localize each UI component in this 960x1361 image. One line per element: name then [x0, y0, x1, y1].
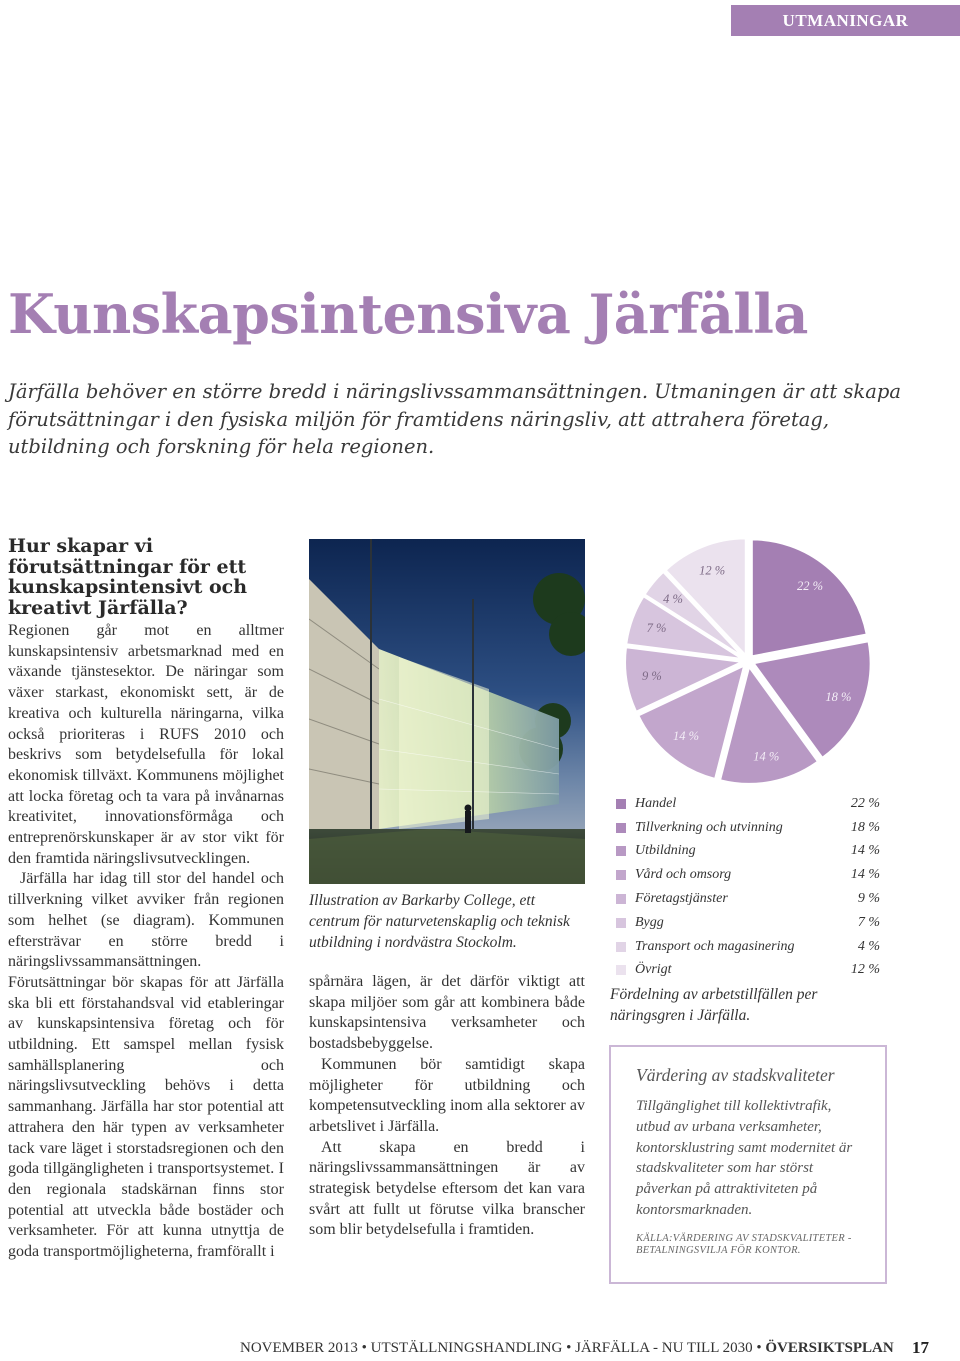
legend-name-6: Transport och magasinering [635, 938, 795, 954]
body-paragraph-5: Att skapa en bredd i näringslivssammansättningen är av strategisk betydelse eftersom det kan vara svårt att fullt ut förutse vilka branscher som blir betydelsefulla i framtiden. [309, 1138, 585, 1239]
body-paragraph-2: Järfälla har idag till stor del handel och tillverkning vilket avviker från regionen som helhet (se diagram). Kommunen eftersträvar en större bredd i näringslivssammansättningen. Förutsättningar bör skapas för att Järfälla ska bli ett förstahandsval vid etableringar av kunskapsintensiva företag och för utbildning. Ett samspel mellan fysisk samhällsplanering och näringslivsutveckling behövs i detta sammanhang. Järfälla har stor potential att attrahera den här typen av verksamheter tack vare läget i storstadsregionen och den goda tillgängligheten i transportsystemet. I den regionala stadskärnan finns stor potential att utveckla både bostäder och verksamheter. För att kunna utnyttja de goda transportmöjligheterna, framförallt i [8, 870, 284, 1261]
legend-swatch-4 [616, 894, 626, 904]
pie-slice-label-4: 9 % [642, 669, 662, 684]
pie-slice-label-1: 18 % [825, 689, 852, 704]
legend-row-0 [616, 792, 880, 816]
legend-row-4 [616, 887, 880, 911]
footer-bold-text: ÖVERSIKTSPLAN [761, 1340, 894, 1356]
pie-slice-label-3: 14 % [672, 728, 700, 743]
legend-name-7: Övrigt [635, 962, 672, 978]
text-column-2 [309, 972, 585, 1241]
legend-value-4: 9 % [857, 891, 880, 907]
legend-name-1: Tillverkning och utvinning [635, 819, 783, 835]
footer-text: NOVEMBER 2013 • UTSTÄLLNINGSHANDLING • JÄRFÄLLA - NU TILL 2030 • [240, 1340, 762, 1356]
legend-name-5: Bygg [635, 914, 664, 930]
legend-value-2: 14 % [850, 843, 880, 859]
pie-slice-0 [752, 539, 867, 656]
legend-row-2 [616, 840, 880, 864]
legend-value-5: 7 % [857, 914, 880, 930]
legend-value-1: 18 % [850, 819, 880, 835]
legend-row-5 [616, 911, 880, 935]
body-paragraph-3: spårnära lägen, är det därför viktigt att skapa miljöer som går att kombinera både kunskapsintensiva verksamheter och bostadsbebyggelse. [309, 973, 585, 1053]
employment-pie-chart [610, 536, 886, 786]
legend-row-7 [616, 959, 880, 983]
legend-name-3: Vård och omsorg [635, 867, 732, 883]
pie-slice-label-6: 4 % [663, 592, 683, 607]
column-heading: Hur skapar vi förutsättningar för ett kunskapsintensivt och kreativt Järfälla? [8, 535, 248, 619]
barkarby-college-illustration [309, 539, 585, 884]
legend-swatch-0 [616, 799, 626, 809]
page-title: Kunskapsintensiva Järfälla [8, 282, 808, 346]
legend-name-0: Handel [635, 795, 677, 811]
legend-value-3: 14 % [850, 867, 880, 883]
legend-value-6: 4 % [857, 938, 880, 954]
pie-slice-label-5: 7 % [646, 621, 667, 636]
pie-slice-label-0: 22 % [796, 579, 824, 594]
pie-legend [616, 792, 880, 982]
legend-swatch-5 [616, 918, 626, 928]
pie-caption: Fördelning av arbetstillfällen per näringsgren i Järfälla. [610, 986, 818, 1024]
building-illustration-image [309, 539, 585, 884]
page-footer [240, 1340, 894, 1357]
section-tag: UTMANINGAR [731, 5, 960, 36]
legend-value-0: 22 % [850, 795, 880, 811]
pie-slice-label-7: 12 % [699, 563, 726, 578]
legend-name-2: Utbildning [635, 843, 696, 859]
legend-swatch-1 [616, 823, 626, 833]
photo-caption: Illustration av Barkarby College, ett centrum för naturvetenskaplig och teknisk utbildning i nordvästra Stockolm. [309, 892, 570, 951]
info-box-text: Tillgänglighet till kollektivtrafik, utbud av urbana verksamheter, kontorsklustring samt modernitet är stadskvaliteter som har störst påverkan på attraktiviteten på kontorsmarknaden. [636, 1098, 853, 1218]
pie-slice-label-2: 14 % [753, 749, 780, 764]
info-box-source: KÄLLA:VÄRDERING AV STADSKVALITETER - BETALNINGSVILJA FÖR KONTOR. [636, 1232, 852, 1257]
legend-row-6 [616, 935, 880, 959]
page-number: 17 [912, 1338, 929, 1357]
legend-swatch-6 [616, 942, 626, 952]
lead-paragraph: Järfälla behöver en större bredd i näringslivssammansättningen. Utmaningen är att skapa förutsättningar i den fysiska miljön för framtidens näringsliv, att attrahera företag, utbildning och forskning för hela regionen. [8, 380, 901, 458]
legend-name-4: Företagstjänster [635, 891, 728, 907]
legend-row-1 [616, 816, 880, 840]
legend-swatch-3 [616, 870, 626, 880]
legend-row-3 [616, 863, 880, 887]
text-column-1 [8, 536, 284, 1263]
body-paragraph-4: Kommunen bör samtidigt skapa möjligheter för utbildning och kompetensutveckling inom alla sektorer av arbetslivet i Järfälla. [309, 1055, 585, 1135]
legend-value-7: 12 % [850, 962, 880, 978]
body-paragraph-1: Regionen går mot en alltmer kunskapsintensiv arbetsmarknad med en växande tjänstesektor. De näringar som växer starkast, ekonomiskt sett, är de kreativa och kulturella näringarna, vilka också prioriteras i RUFS 2010 och beskrivs som betydelsefulla för lokal ekonomisk tillväxt. Kommunens möjlighet att locka företag och ta vara på invånarnas kreativitet, innovationsförmåga och entreprenörskunskaper är av stor vikt för den framtida näringslivsutvecklingen. [8, 622, 284, 867]
legend-swatch-2 [616, 846, 626, 856]
legend-swatch-7 [616, 965, 626, 975]
info-box [609, 1045, 887, 1284]
info-box-heading: Värdering av stadskvaliteter [636, 1065, 835, 1085]
